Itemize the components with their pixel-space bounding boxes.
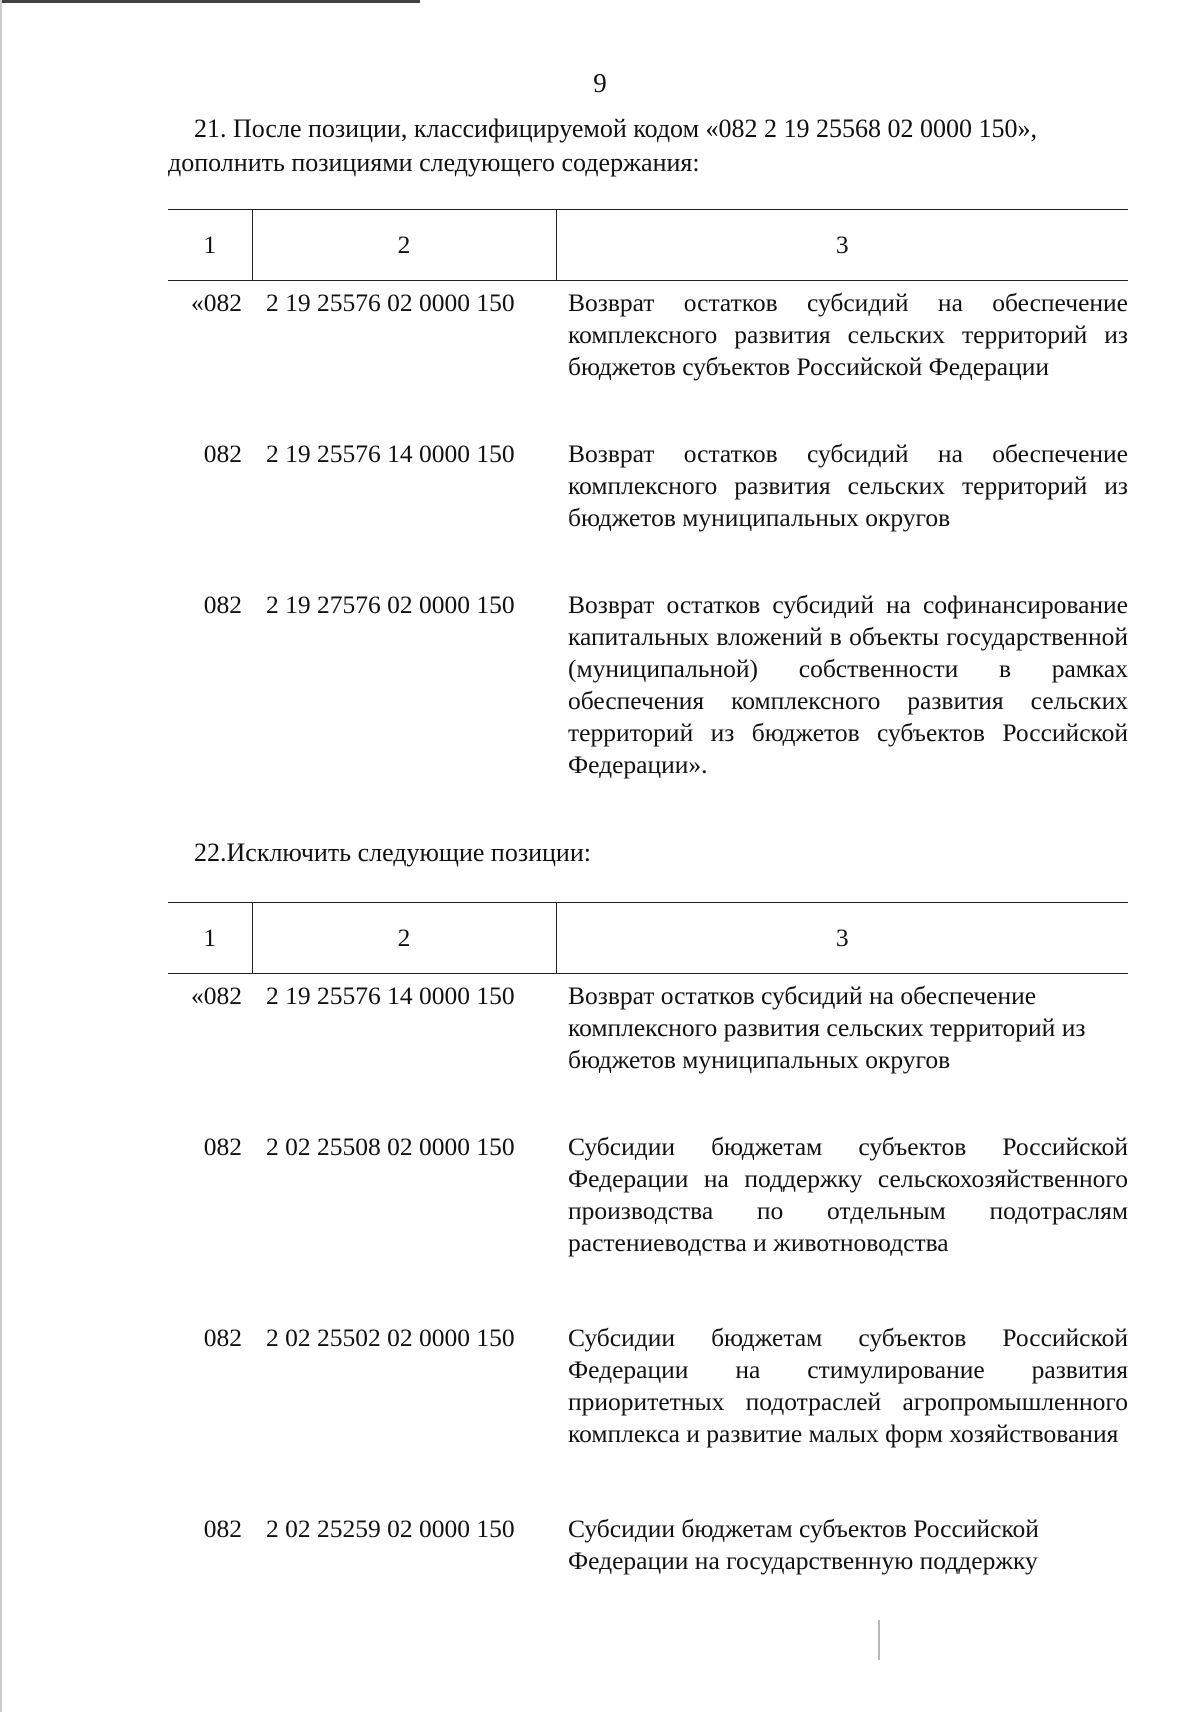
table-row [168, 583, 1128, 839]
table-row [168, 1316, 1128, 1507]
section-21-intro [168, 112, 1128, 180]
description-cell: Возврат остатков субсидий на софинансирование капитальных вложений в объекты государственной (муниципальной) собственности в рамках обеспечения комплексного развития сельских территорий из бюджетов субъектов Российской Федерации». [568, 590, 1128, 779]
budget-code-cell: 2 19 27576 02 0000 150 [266, 590, 515, 619]
column-header-3: 3 [556, 903, 1128, 974]
table-header-row [168, 903, 1128, 974]
description-cell: Возврат остатков субсидий на обеспечение комплексного развития сельских территорий из бюджетов муниципальных округов [568, 981, 1086, 1074]
table-row [168, 281, 1128, 433]
budget-code-cell: 2 19 25576 02 0000 150 [266, 288, 515, 317]
column-header-2: 2 [252, 210, 556, 281]
description-cell: Субсидии бюджетам субъектов Российской Федерации на государственную поддержку [568, 1514, 1039, 1575]
admin-code-cell: 082 [203, 590, 242, 619]
section-21-table [168, 209, 1128, 839]
admin-code-cell: 082 [203, 1132, 242, 1161]
column-header-1: 1 [168, 903, 252, 974]
column-header-1: 1 [168, 210, 252, 281]
budget-code-cell: 2 02 25259 02 0000 150 [266, 1514, 515, 1543]
admin-code-cell: «082 [191, 981, 242, 1010]
section-22-intro [168, 836, 1128, 870]
description-cell: Возврат остатков субсидий на обеспечение комплексного развития сельских территорий из бюджетов субъектов Российской Федерации [568, 288, 1128, 381]
admin-code-cell: 082 [203, 1514, 242, 1543]
scan-edge-top [0, 0, 420, 3]
budget-code-cell: 2 02 25502 02 0000 150 [266, 1323, 515, 1352]
table-row [168, 1507, 1128, 1593]
column-header-2: 2 [252, 903, 556, 974]
admin-code-cell: 082 [203, 1323, 242, 1352]
table-header-row [168, 210, 1128, 281]
table-row [168, 1125, 1128, 1316]
budget-code-cell: 2 19 25576 14 0000 150 [266, 439, 515, 468]
scan-edge-left [0, 0, 2, 1712]
budget-code-cell: 2 19 25576 14 0000 150 [266, 981, 515, 1010]
admin-code-cell: «082 [191, 288, 242, 317]
page-number: 9 [593, 68, 607, 98]
section-21-line-2: дополнить позициями следующего содержания: [168, 148, 700, 177]
section-21-line-1: 21. После позиции, классифицируемой кодом «082 2 19 25568 02 0000 150», [194, 114, 1038, 143]
scan-artifact [878, 1620, 880, 1660]
section-22-table [168, 902, 1128, 1593]
column-header-3: 3 [556, 210, 1128, 281]
description-cell: Субсидии бюджетам субъектов Российской Федерации на поддержку сельскохозяйственного производства по отдельным подотраслям растениеводства и животноводства [568, 1132, 1128, 1257]
admin-code-cell: 082 [203, 439, 242, 468]
description-cell: Субсидии бюджетам субъектов Российской Федерации на стимулирование развития приоритетных подотраслей агропромышленного комплекса и развитие малых форм хозяйствования [568, 1323, 1128, 1448]
table-row [168, 974, 1128, 1126]
budget-code-cell: 2 02 25508 02 0000 150 [266, 1132, 515, 1161]
table-row [168, 432, 1128, 583]
section-22-line: 22.Исключить следующие позиции: [194, 838, 591, 867]
description-cell: Возврат остатков субсидий на обеспечение комплексного развития сельских территорий из бюджетов муниципальных округов [568, 439, 1128, 532]
